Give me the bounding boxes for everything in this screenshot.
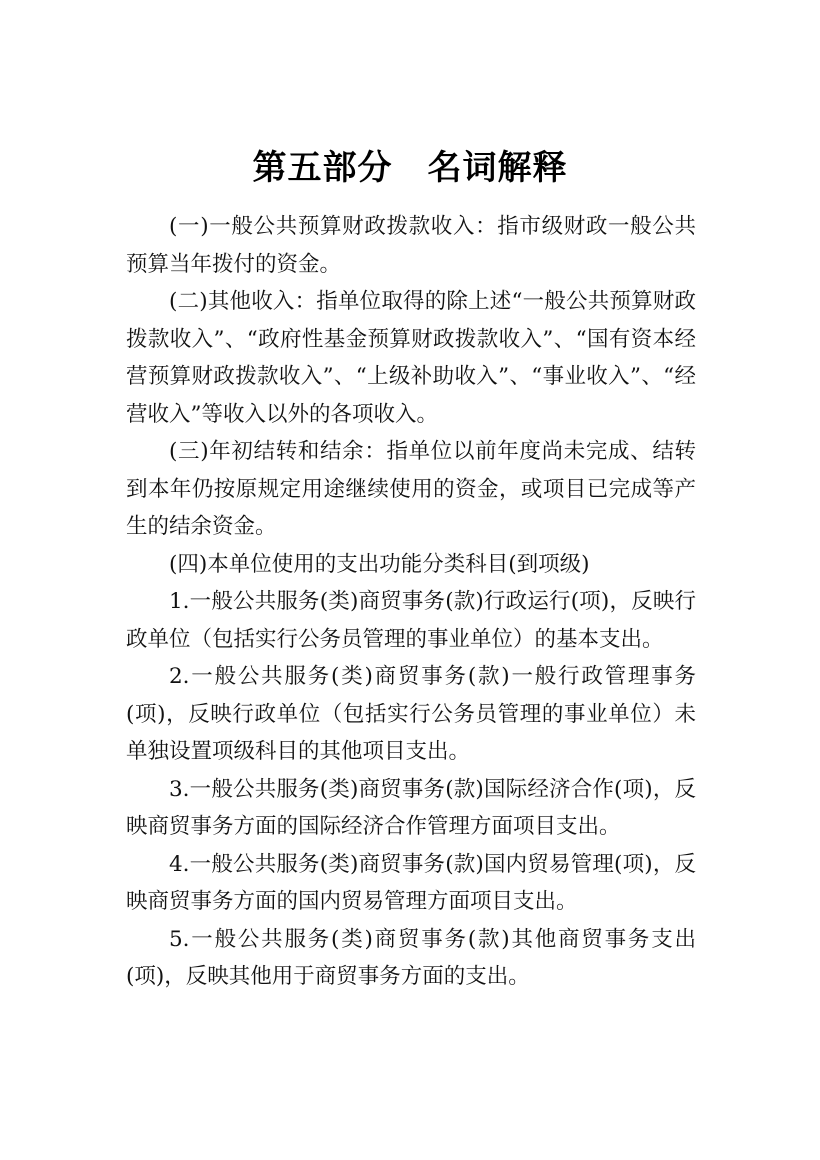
paragraph-carryover-balance: (三)年初结转和结余：指单位以前年度尚未完成、结转到本年仍按原规定用途继续使用的资金，或项目已完成等产 生的结余资金。: [126, 439, 696, 539]
paragraph-item-4-domestic-trade: 4.一般公共服务(类)商贸事务(款)国内贸易管理(项)，反映商贸事务方面的国内贸易管理方面项目支出。: [126, 851, 696, 914]
paragraph-item-2-general-administration: 2.一般公共服务(类)商贸事务(款)一般行政管理事务(项)，反映行政单位（包括实行公务员管理的事业单位）未单独设置项级科目的其他项目支出。: [126, 664, 696, 764]
paragraph-general-budget-income: (一)一般公共预算财政拨款收入：指市级财政一般公共预算当年拨付的资金。: [126, 214, 696, 277]
paragraph-item-3-international-cooperation: 3.一般公共服务(类)商贸事务(款)国际经济合作(项)，反映商贸事务方面的国际经济合作管理方面项目支出。: [126, 776, 696, 839]
page-title: 第五部分 名词解释: [252, 148, 568, 188]
paragraph-item-1-administrative-operation: 1.一般公共服务(类)商贸事务(款)行政运行(项)，反映行政单位（包括实行公务员管理的事业单位）的基本支出。: [126, 589, 696, 652]
paragraph-function-classification-heading: (四)本单位使用的支出功能分类科目(到项级): [169, 551, 590, 577]
paragraph-other-income: (二)其他收入：指单位取得的除上述“一般公共预算财政拨款收入”、“政府性基金预算财政拨款收入”、“国有资本经营预算财政拨款收入”、“上级补助收入”、“事业收入”、“经营收入”等收入以外的各项收入。: [126, 289, 696, 427]
paragraph-item-5-other-commerce: 5.一般公共服务(类)商贸事务(款)其他商贸事务支出(项)，反映其他用于商贸事务方面的支出。: [126, 926, 696, 989]
document-body: [126, 208, 696, 996]
